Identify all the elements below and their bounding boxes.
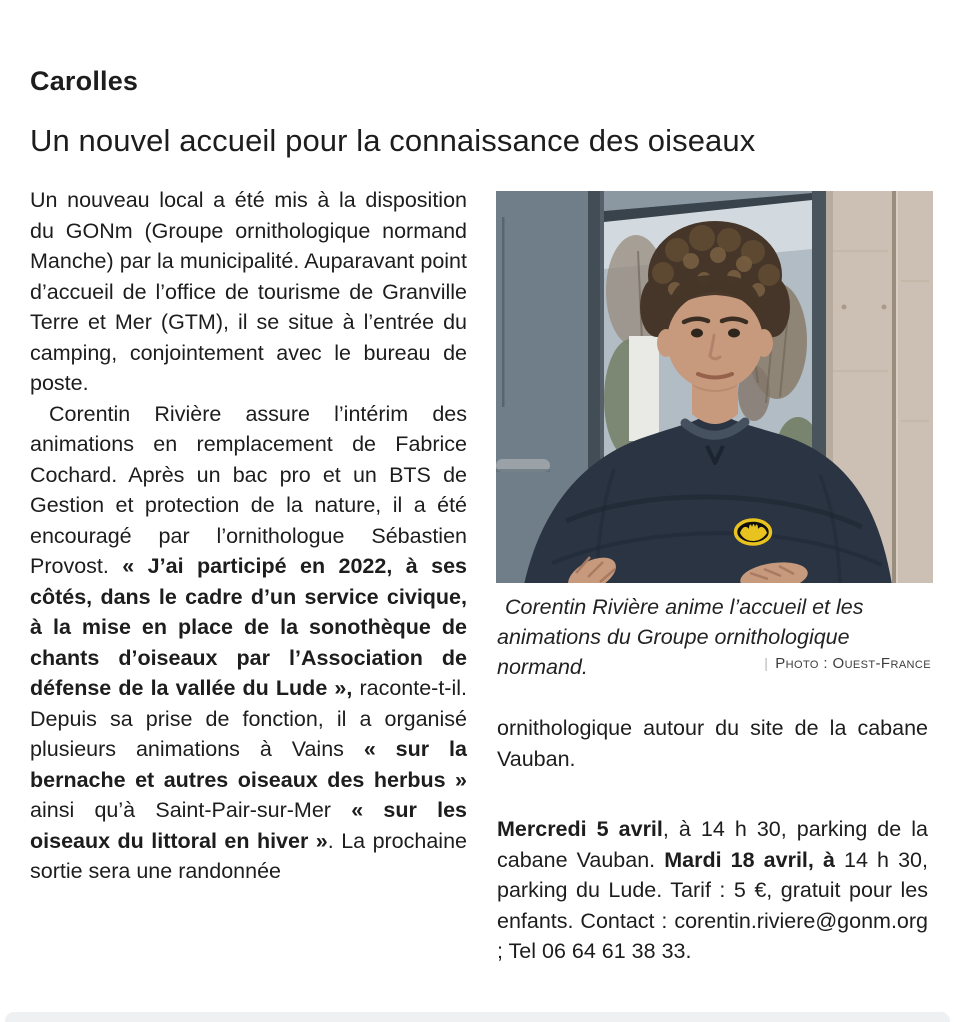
eye-left (691, 329, 703, 338)
article-paragraph: Corentin Rivière assure l’intérim des animations en remplacement de Fabrice Cochard. Après un bac pro et un BTS de Gestion et protection de la nature, il a été encouragé par l’ornithologue Sébastien Provost. « J’ai participé en 2022, à ses côtés, dans le cadre d’un service civique, à la mise en place de la sonothèque de chants d’oiseaux par l’Association de défense de la vallée du Lude », raconte-t-il. Depuis sa prise de fonction, il a organisé plusieurs animations à Vains « sur la bernache et autres oiseaux des herbus » ainsi qu’à Saint-Pair-sur-Mer « sur les oiseaux du littoral en hiver ». La prochaine sortie sera une randonnée (30, 401, 468, 883)
door-handle (496, 459, 550, 472)
article-photo (496, 191, 933, 583)
article-body-left-column (30, 185, 467, 887)
article-paragraph: Un nouveau local a été mis à la disposition du GONm (Groupe ornithologique normand Manche) par la municipalité. Auparavant point d’accueil de l’office de tourisme de Granville Terre et Mer (GTM), il se situe à l’entrée du camping, conjointement avec le bureau de poste. (30, 188, 467, 395)
article-body-right-column (497, 713, 928, 967)
photo-credit-text: Photo : Ouest-France (775, 655, 931, 672)
credit-separator: | (764, 655, 769, 671)
section-kicker: Carolles (30, 66, 139, 96)
batman-logo-icon (736, 520, 771, 544)
next-article-card-edge (5, 1012, 950, 1022)
article-title: Un nouvel accueil pour la connaissance des oiseaux (30, 123, 756, 158)
eye-right (728, 329, 740, 338)
article-paragraph: Mercredi 5 avril, à 14 h 30, parking de la cabane Vauban. Mardi 18 avril, à 14 h 30, parking du Lude. Tarif : 5 €, gratuit pour les enfants. Contact : corentin.riviere@gonm.org ; Tel 06 64 61 38 33. (497, 817, 928, 963)
portrait-photo-illustration (496, 191, 933, 583)
article-paragraph: ornithologique autour du site de la cabane Vauban. (497, 716, 928, 771)
photo-caption-text: Corentin Rivière anime l’accueil et les animations du Groupe ornithologique normand. (497, 595, 864, 679)
photo-credit (756, 648, 931, 679)
face (667, 292, 763, 390)
photo-caption (497, 592, 933, 682)
